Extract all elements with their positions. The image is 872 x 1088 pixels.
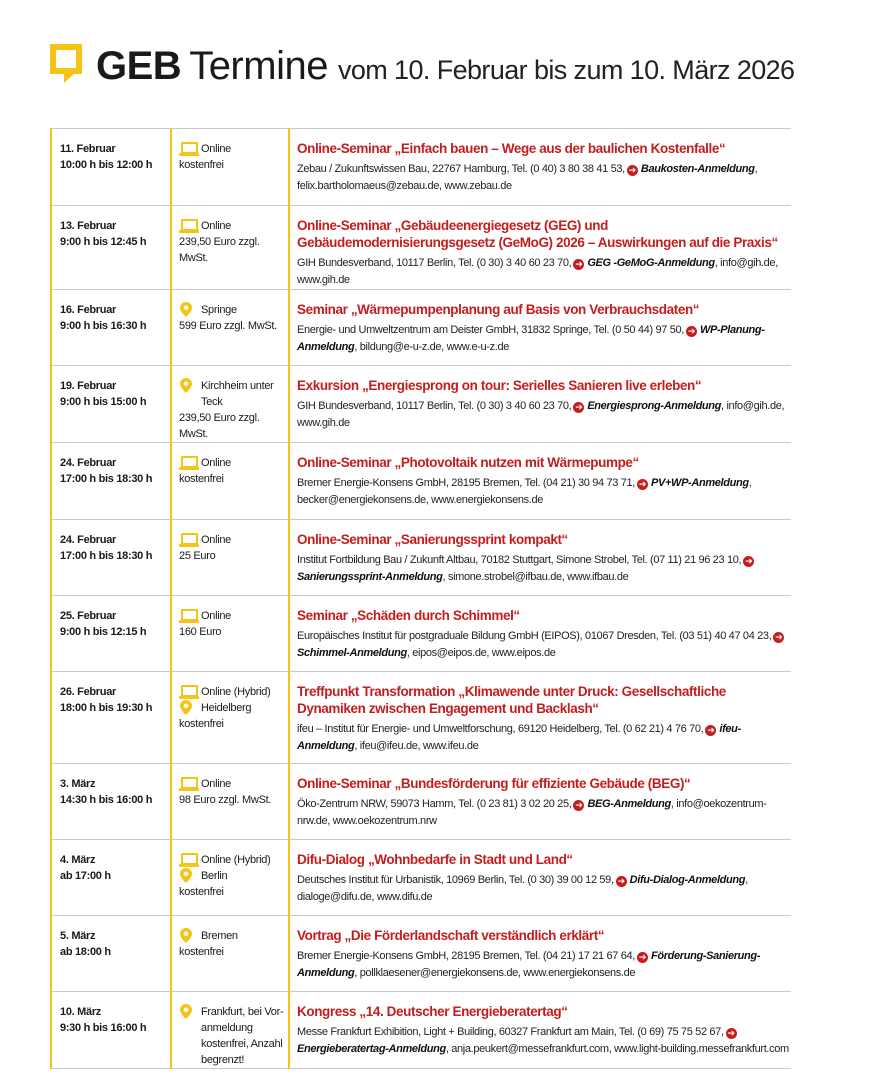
registration-link[interactable]: Förderung-Sanierung-Anmeldung — [297, 950, 761, 979]
event-date-cell — [51, 992, 171, 1069]
event-details — [297, 1024, 789, 1058]
event-organizer: Zebau / Zukunftswissen Bau, 22767 Hamburg, Tel. (0 40) 3 80 38 41 53, — [297, 163, 625, 175]
event-organizer: Bremer Energie-Konsens GmbH, 28195 Bremen, Tel. (04 21) 17 21 67 64, — [297, 950, 635, 962]
event-title: Vortrag „Die Förderlandschaft verständlich erklärt“ — [297, 928, 605, 943]
event-title: Seminar „Wärmepumpenplanung auf Basis von Verbrauchsdaten“ — [297, 302, 700, 317]
brand-name: GEB — [96, 44, 182, 88]
event-row — [51, 206, 791, 290]
registration-link[interactable]: PV+WP-Anmeldung — [650, 477, 749, 489]
event-title: Online-Seminar „Bundesförderung für effiziente Gebäude (BEG)“ — [297, 776, 691, 791]
event-info-cell — [289, 366, 791, 443]
event-contact: , info@gih.de, www.gih.de — [297, 257, 778, 286]
event-time: 9:00 h bis 16:30 h — [60, 320, 147, 332]
arrow-right-icon: ➔ — [775, 632, 783, 642]
map-pin-icon — [179, 302, 201, 317]
event-time: 17:00 h bis 18:30 h — [60, 473, 153, 485]
event-row — [51, 366, 791, 443]
event-location-cell — [171, 520, 289, 596]
event-contact: , becker@energiekonsens.de, www.energiekonsens.de — [297, 477, 752, 506]
event-info-cell — [289, 443, 791, 520]
event-date: 4. März — [60, 854, 96, 866]
events-table — [50, 128, 791, 1069]
event-details — [297, 322, 789, 356]
event-date-cell — [51, 520, 171, 596]
arrow-right-icon: ➔ — [687, 326, 696, 336]
event-row — [51, 290, 791, 366]
event-organizer: GIH Bundesverband, 10117 Berlin, Tel. (0 30) 3 40 60 23 70, — [297, 400, 572, 412]
event-time: 9:00 h bis 12:45 h — [60, 236, 147, 248]
event-location-text: Kirchheim unter Teck — [201, 380, 274, 408]
event-info-cell — [289, 596, 791, 672]
event-title: Online-Seminar „Einfach bauen – Wege aus der baulichen Kostenfalle“ — [297, 141, 726, 156]
event-time: ab 17:00 h — [60, 870, 111, 882]
arrow-right-icon: ➔ — [745, 556, 753, 566]
event-location-cell — [171, 672, 289, 764]
event-contact: , eipos@eipos.de, www.eipos.de — [406, 647, 556, 659]
registration-link[interactable]: Baukosten-Anmeldung — [640, 163, 755, 175]
event-date-cell — [51, 129, 171, 206]
event-location-cell — [171, 596, 289, 672]
arrow-right-icon: ➔ — [727, 1028, 735, 1038]
event-row — [51, 992, 791, 1069]
map-pin-icon — [179, 868, 201, 883]
event-date: 5. März — [60, 930, 96, 942]
event-date: 16. Februar — [60, 304, 117, 316]
page-title: Termine — [189, 44, 328, 88]
event-date-cell — [51, 916, 171, 992]
event-location-cell — [171, 443, 289, 520]
event-info-cell — [289, 916, 791, 992]
event-location-cell — [171, 206, 289, 290]
event-details — [297, 161, 789, 195]
event-price: kostenfrei — [179, 473, 224, 485]
event-date: 10. März — [60, 1006, 102, 1018]
event-details — [297, 475, 789, 509]
laptop-icon — [179, 455, 201, 470]
event-location-cell — [171, 992, 289, 1069]
event-time: 10:00 h bis 12:00 h — [60, 159, 153, 171]
event-location-cell — [171, 916, 289, 992]
event-details — [297, 796, 789, 830]
laptop-icon — [179, 608, 201, 623]
event-title: Seminar „Schäden durch Schimmel“ — [297, 608, 520, 623]
event-time: 14:30 h bis 16:00 h — [60, 794, 153, 806]
event-contact: , ifeu@ifeu.de, www.ifeu.de — [354, 740, 479, 752]
map-pin-icon — [179, 378, 201, 393]
event-details — [297, 872, 789, 906]
event-location-cell — [171, 290, 289, 366]
event-details — [297, 628, 789, 662]
event-details — [297, 398, 789, 432]
event-date-cell — [51, 290, 171, 366]
event-info-cell — [289, 520, 791, 596]
event-price: kostenfrei — [179, 718, 224, 730]
event-title: Online-Seminar „Photovoltaik nutzen mit Wärmepumpe“ — [297, 455, 639, 470]
event-location-cell — [171, 129, 289, 206]
page-subtitle: vom 10. Februar bis zum 10. März 2026 — [337, 55, 795, 85]
event-price: 239,50 Euro zzgl. MwSt. — [179, 236, 260, 264]
event-location-text: Frankfurt, bei Vor-anmeldung kostenfrei, Anzahl begrenzt! — [201, 1006, 284, 1066]
event-location-text: Online — [201, 610, 231, 622]
event-row — [51, 764, 791, 840]
arrow-right-icon: ➔ — [707, 725, 715, 735]
event-time: 9:00 h bis 15:00 h — [60, 396, 147, 408]
laptop-icon — [179, 852, 201, 867]
event-date-cell — [51, 206, 171, 290]
event-time: 18:00 h bis 19:30 h — [60, 702, 153, 714]
event-price: kostenfrei — [179, 159, 224, 171]
event-date: 19. Februar — [60, 380, 117, 392]
event-contact: , simone.strobel@ifbau.de, www.ifbau.de — [442, 571, 629, 583]
arrow-right-icon: ➔ — [617, 876, 625, 886]
map-pin-icon — [179, 928, 201, 943]
event-row — [51, 443, 791, 520]
event-date: 3. März — [60, 778, 96, 790]
arrow-right-icon: ➔ — [628, 165, 636, 175]
event-time: 9:30 h bis 16:00 h — [60, 1022, 147, 1034]
event-organizer: ifeu – Institut für Energie- und Umweltforschung, 69120 Heidelberg, Tel. (0 62 21) 4 76 70, — [297, 723, 704, 735]
laptop-icon — [179, 218, 201, 233]
event-contact: , anja.peukert@messefrankfurt.com, www.light-building.messefrankfurt.com — [445, 1043, 789, 1055]
event-date: 24. Februar — [60, 457, 117, 469]
map-pin-icon — [179, 1004, 201, 1019]
event-price: 160 Euro — [179, 626, 222, 638]
event-row — [51, 596, 791, 672]
event-title: Online-Seminar „Sanierungssprint kompakt“ — [297, 532, 568, 547]
event-organizer: Energie- und Umweltzentrum am Deister GmbH, 31832 Springe, Tel. (0 50 44) 97 50, — [297, 324, 684, 336]
event-price: 239,50 Euro zzgl. MwSt. — [179, 412, 260, 440]
event-price: 98 Euro zzgl. MwSt. — [179, 794, 272, 806]
event-title: Kongress „14. Deutscher Energieberatertag“ — [297, 1004, 568, 1019]
event-location-text: Online (Hybrid) — [201, 854, 271, 866]
event-contact: , bildung@e-u-z.de, www.e-u-z.de — [354, 341, 510, 353]
event-date: 25. Februar — [60, 610, 117, 622]
event-location-text: Online — [201, 457, 231, 469]
event-details — [297, 721, 789, 755]
event-row — [51, 916, 791, 992]
arrow-right-icon: ➔ — [575, 402, 583, 412]
event-time: ab 18:00 h — [60, 946, 111, 958]
event-contact: , pollklaesener@energiekonsens.de, www.energiekonsens.de — [354, 967, 636, 979]
event-contact: , dialoge@difu.de, www.difu.de — [297, 874, 748, 903]
event-details — [297, 552, 789, 586]
event-date-cell — [51, 596, 171, 672]
event-info-cell — [289, 206, 791, 290]
event-info-cell — [289, 290, 791, 366]
speech-bubble-logo-icon — [50, 44, 82, 84]
event-time: 17:00 h bis 18:30 h — [60, 550, 153, 562]
event-info-cell — [289, 992, 791, 1069]
event-location-text: Online — [201, 220, 231, 232]
event-title: Treffpunkt Transformation „Klimawende unter Druck: Gesellschaftliche Dynamiken zwischen Engagement und Backlash“ — [297, 684, 726, 716]
registration-link[interactable]: GEG -GeMoG-Anmeldung — [587, 257, 715, 269]
event-info-cell — [289, 764, 791, 840]
event-location-text: Springe — [201, 304, 237, 316]
arrow-right-icon: ➔ — [638, 952, 647, 962]
laptop-icon — [179, 776, 201, 791]
registration-link[interactable]: Schimmel-Anmeldung — [297, 647, 407, 659]
laptop-icon — [179, 141, 201, 156]
event-row — [51, 672, 791, 764]
event-organizer: Messe Frankfurt Exhibition, Light + Building, 60327 Frankfurt am Main, Tel. (0 69) 75 75 52 67, — [297, 1026, 724, 1038]
event-organizer: GIH Bundesverband, 10117 Berlin, Tel. (0 30) 3 40 60 23 70, — [297, 257, 572, 269]
event-price: 599 Euro zzgl. MwSt. — [179, 320, 277, 332]
event-location-text: Bremen — [201, 930, 238, 942]
event-location-cell — [171, 366, 289, 443]
event-details — [297, 948, 789, 982]
event-location-text: Online — [201, 534, 231, 546]
event-organizer: Deutsches Institut für Urbanistik, 10969 Berlin, Tel. (0 30) 39 00 12 59, — [297, 874, 614, 886]
event-organizer: Öko-Zentrum NRW, 59073 Hamm, Tel. (0 23 81) 3 02 20 25, — [297, 798, 572, 810]
event-info-cell — [289, 129, 791, 206]
event-row — [51, 520, 791, 596]
event-date-cell — [51, 443, 171, 520]
event-date: 13. Februar — [60, 220, 117, 232]
event-time: 9:00 h bis 12:15 h — [60, 626, 147, 638]
event-location-text: Berlin — [201, 870, 228, 882]
laptop-icon — [179, 532, 201, 547]
event-title: Exkursion „Energiesprong on tour: Serielles Sanieren live erleben“ — [297, 378, 702, 393]
registration-link[interactable]: Energiesprong-Anmeldung — [587, 400, 722, 412]
event-row — [51, 840, 791, 916]
event-location-text: Online (Hybrid) — [201, 686, 271, 698]
arrow-right-icon: ➔ — [638, 479, 647, 489]
arrow-right-icon: ➔ — [575, 800, 583, 810]
event-organizer: Bremer Energie-Konsens GmbH, 28195 Bremen, Tel. (04 21) 30 94 73 71, — [297, 477, 635, 489]
event-row — [51, 129, 791, 206]
event-organizer: Europäisches Institut für postgraduale Bildung GmbH (EIPOS), 01067 Dresden, Tel. (03 51) 40 47 04 23, — [297, 630, 772, 642]
event-price: kostenfrei — [179, 946, 224, 958]
event-details — [297, 255, 789, 289]
event-title: Difu-Dialog „Wohnbedarfe in Stadt und Land“ — [297, 852, 573, 867]
registration-link[interactable]: Sanierungssprint-Anmeldung — [297, 571, 443, 583]
event-info-cell — [289, 840, 791, 916]
event-contact: , info@gih.de, www.gih.de — [297, 400, 785, 429]
registration-link[interactable]: Energieberatertag-Anmeldung — [297, 1043, 446, 1055]
registration-link[interactable]: ifeu-Anmeldung — [297, 723, 741, 752]
event-location-cell — [171, 764, 289, 840]
event-date: 24. Februar — [60, 534, 117, 546]
event-contact: , info@oekozentrum-nrw.de, www.oekozentrum.nrw — [297, 798, 767, 827]
event-title: Online-Seminar „Gebäudeenergiegesetz (GEG) und Gebäudemodernisierungsgesetz (GeMoG) 2026 – Auswirkungen auf die Praxis“ — [297, 218, 778, 250]
event-location-cell — [171, 840, 289, 916]
registration-link[interactable]: BEG-Anmeldung — [587, 798, 671, 810]
page-header — [50, 42, 794, 86]
event-info-cell — [289, 672, 791, 764]
event-contact: , felix.bartholomaeus@zebau.de, www.zebau.de — [297, 163, 758, 192]
event-location-text: Online — [201, 143, 231, 155]
registration-link[interactable]: Difu-Dialog-Anmeldung — [629, 874, 746, 886]
event-price: kostenfrei — [179, 886, 224, 898]
event-date: 11. Februar — [60, 143, 116, 155]
event-organizer: Institut Fortbildung Bau / Zukunft Altbau, 70182 Stuttgart, Simone Strobel, Tel. (07 11) 21 96 23 10, — [297, 554, 742, 566]
event-price: 25 Euro — [179, 550, 216, 562]
arrow-right-icon: ➔ — [575, 259, 583, 269]
event-date: 26. Februar — [60, 686, 117, 698]
event-date-cell — [51, 672, 171, 764]
laptop-icon — [179, 684, 201, 699]
event-location-text: Online — [201, 778, 231, 790]
event-date-cell — [51, 764, 171, 840]
map-pin-icon — [179, 700, 201, 715]
event-date-cell — [51, 840, 171, 916]
registration-link[interactable]: WP-Planung-Anmeldung — [297, 324, 765, 353]
event-date-cell — [51, 366, 171, 443]
event-location-text: Heidelberg — [201, 702, 252, 714]
